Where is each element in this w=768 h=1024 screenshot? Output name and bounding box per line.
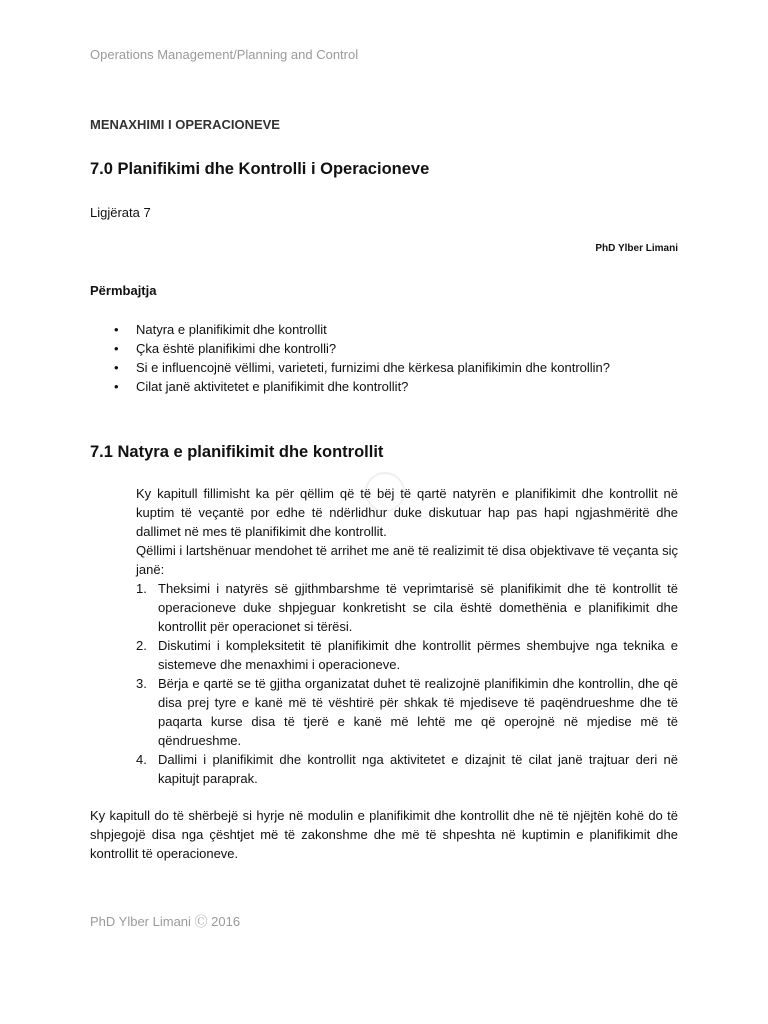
objective-text: Diskutimi i kompleksitetit të planifikimit dhe kontrollit përmes shembujve nga teknika e sistemeve dhe menaxhimi i operacioneve. [158, 638, 678, 672]
objective-number: 4. [136, 752, 147, 767]
closing-paragraph: Ky kapitull do të shërbejë si hyrje në modulin e planifikimit dhe kontrollit dhe në të njëjtën kohë do të shpjegojë disa nga çështjet më të zakonshme dhe më të shpeshta në kuptimin e planifikimit dhe kontrollit të operacioneve. [90, 808, 678, 861]
objective-number: 1. [136, 581, 147, 596]
page-header: Operations Management/Planning and Control [90, 47, 359, 62]
page-footer: PhD Ylber Limani Ⓒ 2016 [90, 914, 241, 929]
objectives-intro: Qëllimi i lartshënuar mendohet të arrihet me anë të realizimit të disa objektivave të veçanta siç janë: [136, 543, 678, 577]
objective-text: Bërja e qartë se të gjitha organizatat duhet të realizojnë planifikimin dhe kontrollin, dhe që disa prej tyre e kanë më të vështirë për shkak të mjediseve të paqëndrueshme dhe të paqarta kurse disa të tjerë e kanë më lehtë me që operojnë në mjedise më të qëndrueshme. [158, 676, 678, 748]
intro-paragraph: Ky kapitull fillimisht ka për qëllim që të bëj të qartë natyrën e planifikimit dhe kontrollit në kuptim të veçantë por edhe të ndërlidhur duke diskutuar hap pas hapi ngjashmëritë dhe dallimet në mes të planifikimit dhe kontrollit. [136, 486, 678, 539]
chapter-title: 7.0 Planifikimi dhe Kontrolli i Operacioneve [90, 160, 430, 178]
author-name: PhD Ylber Limani [595, 243, 678, 254]
objective-item [136, 750, 678, 788]
contents-item: • Si e influencojnë vëllimi, varieteti, furnizimi dhe kërkesa planifikimin dhe kontrollin? [110, 358, 610, 377]
contents-item: • Natyra e planifikimit dhe kontrollit [110, 320, 610, 339]
objective-text: Theksimi i natyrës së gjithmbarshme të veprimtarisë së planifikimit dhe të kontrollit të operacioneve duke shpjeguar konkretisht se cila është domethënia e planifikimit dhe kontrollit për operacionet si tërësi. [158, 581, 678, 634]
objective-item [136, 579, 678, 636]
objective-item [136, 636, 678, 674]
contents-item: • Cilat janë aktivitetet e planifikimit dhe kontrollit? [110, 377, 610, 396]
contents-item: • Çka është planifikimi dhe kontrolli? [110, 339, 610, 358]
objective-item [136, 674, 678, 750]
objective-text: Dallimi i planifikimit dhe kontrollit nga aktivitetet e dizajnit të cilat janë trajtuar deri në kapitujt paraprak. [158, 752, 678, 786]
contents-list [110, 320, 610, 396]
lecture-label: Ligjërata 7 [90, 205, 151, 220]
contents-heading: Përmbajtja [90, 283, 157, 298]
objective-number: 2. [136, 638, 147, 653]
objective-number: 3. [136, 676, 147, 691]
section-title: 7.1 Natyra e planifikimit dhe kontrollit [90, 443, 384, 461]
objectives-list [136, 579, 678, 788]
document-label: MENAXHIMI I OPERACIONEVE [90, 117, 280, 132]
